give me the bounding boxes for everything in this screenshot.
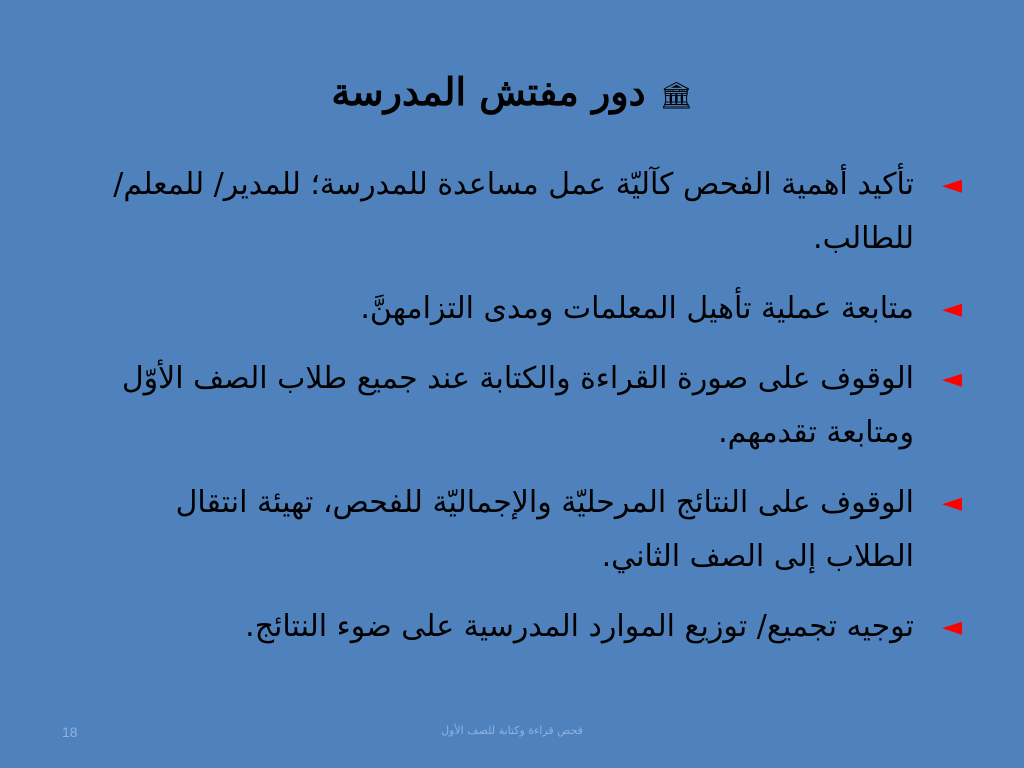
bullet-text: الوقوف على صورة القراءة والكتابة عند جميع طلاب الصف الأوّل ومتابعة تقدمهم. (121, 361, 914, 450)
triangle-bullet-icon: ◄ (942, 170, 962, 200)
bullet-text: توجيه تجميع/ توزيع الموارد المدرسية على ضوء النتائج. (245, 609, 914, 644)
triangle-bullet-icon: ◄ (942, 364, 962, 394)
bullet-text: الوقوف على النتائج المرحليّة والإجماليّة للفحص، تهيئة انتقال الطلاب إلى الصف الثاني. (175, 485, 914, 574)
column-icon: 🏛 (659, 80, 693, 111)
bullet-item (82, 158, 962, 266)
bullet-list (82, 158, 962, 670)
slide-title-text: دور مفتش المدرسة (331, 69, 646, 114)
triangle-bullet-icon: ◄ (942, 294, 962, 324)
bullet-item (82, 282, 962, 336)
triangle-bullet-icon: ◄ (942, 612, 962, 642)
bullet-item (82, 476, 962, 584)
bullet-text: تأكيد أهمية الفحص كآليّة عمل مساعدة للمدرسة؛ للمدير/ للمعلم/ للطالب. (113, 167, 914, 256)
bullet-item (82, 352, 962, 460)
triangle-bullet-icon: ◄ (942, 488, 962, 518)
slide-title (0, 62, 1024, 126)
bullet-text: متابعة عملية تأهيل المعلمات ومدى التزامهنَّ. (360, 291, 914, 326)
bullet-item (82, 600, 962, 654)
slide-number: 18 (62, 724, 78, 740)
footer-text: فحص قراءة وكتابة للصف الأول (441, 724, 583, 737)
